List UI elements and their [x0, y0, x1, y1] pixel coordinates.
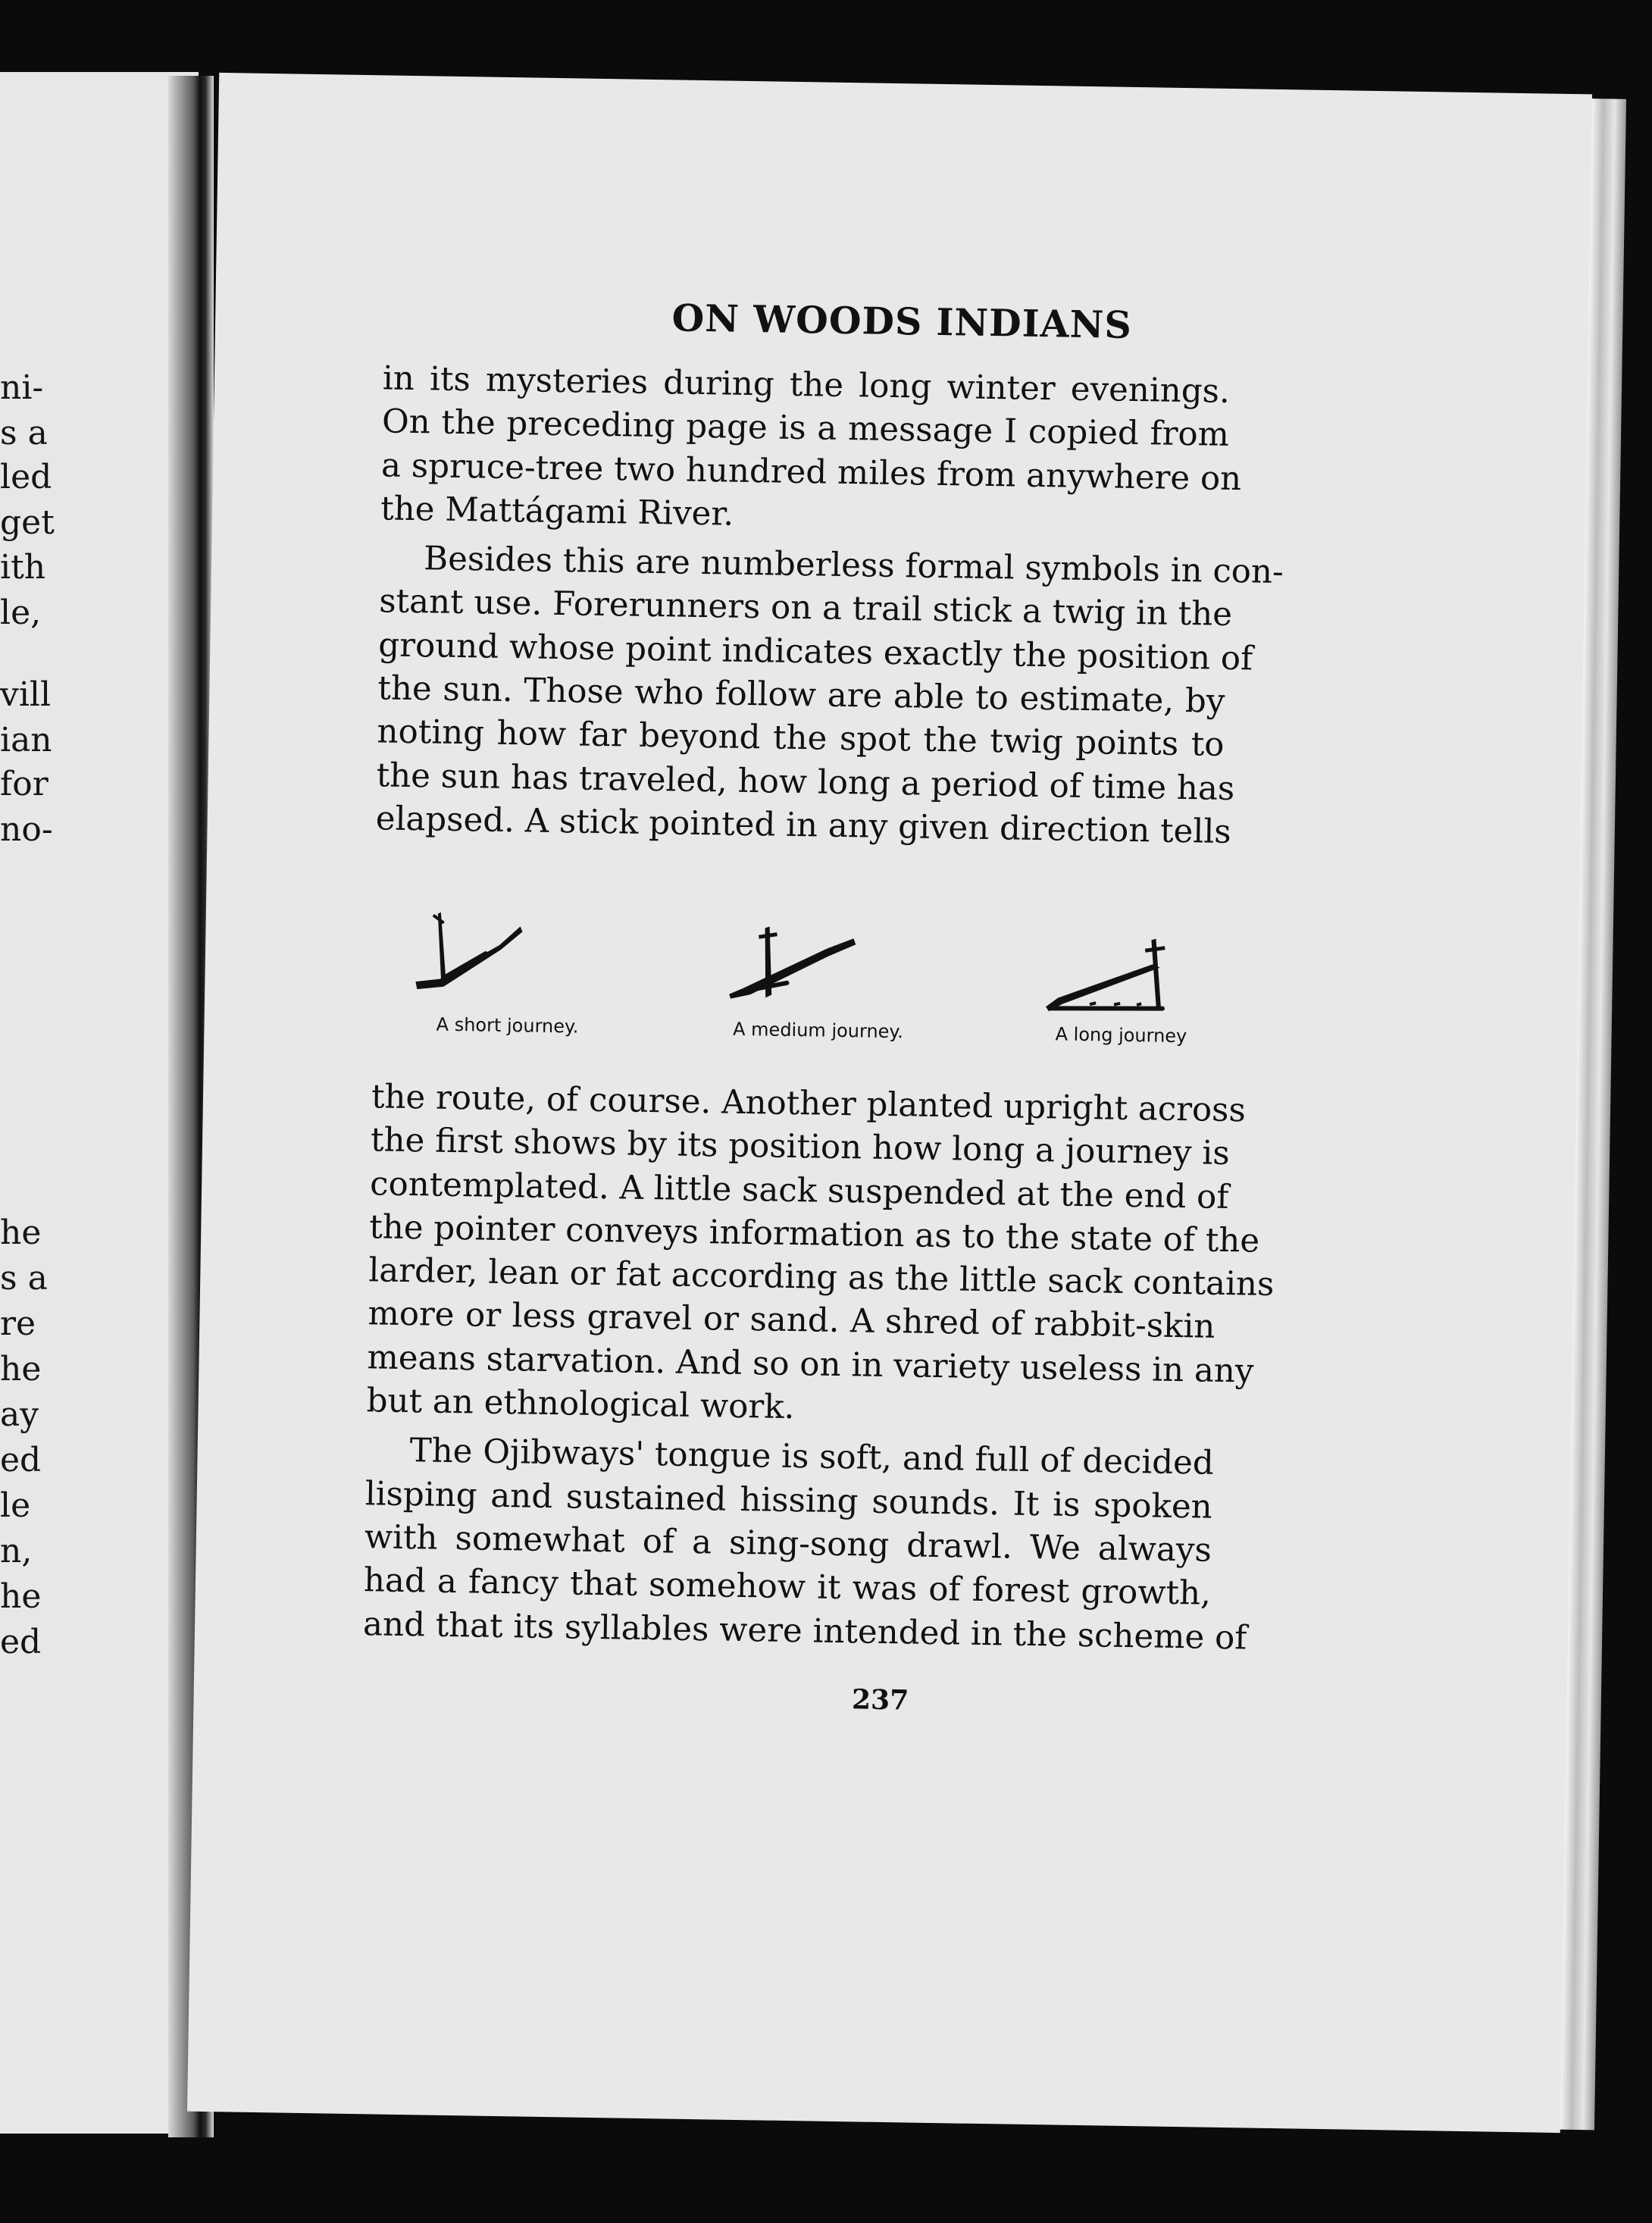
figure-caption: A short journey. — [436, 1013, 579, 1038]
text-line: lisping and sustained hissing sounds. It is spoken — [365, 1474, 1213, 1526]
line-fragment: le — [0, 1486, 31, 1525]
figure-long-journey — [1000, 892, 1245, 1078]
line-fragment: le, — [0, 593, 42, 632]
text-line: contemplated. A little sack suspended at the end of — [369, 1164, 1229, 1216]
paragraph — [380, 357, 1242, 544]
line-fragment: he — [0, 1577, 42, 1616]
text-line: Besides this are numberless formal symbols in con- — [423, 540, 1284, 592]
text-block — [375, 357, 1284, 854]
text-block — [362, 1075, 1275, 1659]
text-line: elapsed. A stick pointed in any given direction tells — [375, 800, 1231, 851]
line-fragment: ni- — [0, 368, 44, 407]
line-fragment: no- — [0, 810, 53, 849]
text-line: noting how far beyond the spot the twig points to — [377, 712, 1225, 765]
trail-sign-figures — [204, 880, 1580, 1083]
text-line: the sun has traveled, how long a period of time has — [376, 756, 1235, 808]
text-line: but an ethnological work. — [366, 1382, 795, 1427]
twig-medium-journey-icon — [697, 888, 942, 1020]
page — [187, 73, 1592, 2133]
figure-medium-journey — [696, 888, 942, 1073]
line-fragment: ay — [0, 1395, 39, 1434]
text-line: On the preceding page is a message I copied from — [381, 402, 1230, 455]
text-line: ground whose point indicates exactly the position of — [378, 626, 1253, 678]
text-line: had a fancy that somehow it was of forest growth, — [363, 1561, 1212, 1614]
text-line: The Ojibways' tongue is soft, and full of decided — [409, 1432, 1215, 1483]
text-line: the route, of course. Another planted upright across — [371, 1078, 1247, 1130]
line-fragment: get — [0, 503, 55, 542]
text-line: stant use. Forerunners on a trail stick a twig in the — [378, 582, 1233, 634]
text-line: larder, lean or fat according as the little sack contains — [368, 1251, 1275, 1304]
line-fragment: ed — [0, 1441, 42, 1479]
figure-caption: A medium journey. — [732, 1018, 904, 1043]
line-fragment: led — [0, 458, 52, 496]
line-fragment: he — [0, 1213, 42, 1252]
paragraph — [362, 1429, 1247, 1660]
text-line: the sun. Those who follow are able to estimate, by — [377, 669, 1225, 721]
line-fragment: s a — [0, 414, 48, 452]
paragraph — [375, 537, 1284, 855]
text-line: more or less gravel or sand. A shred of rabbit-skin — [368, 1295, 1216, 1347]
line-fragment: vill — [0, 675, 52, 714]
figure-short-journey — [386, 883, 631, 1069]
twig-long-journey-icon — [1000, 892, 1245, 1025]
line-fragment: for — [0, 765, 48, 803]
text-line: means starvation. And so on in variety useless in any — [367, 1338, 1254, 1391]
text-line: a spruce-tree two hundred miles from anywhere on — [380, 446, 1242, 498]
line-fragment: s a — [0, 1259, 48, 1298]
text-line: in its mysteries during the long winter evenings. — [382, 359, 1231, 411]
line-fragment: he — [0, 1350, 42, 1389]
line-fragment: ian — [0, 721, 52, 759]
running-head: ON WOODS INDIANS — [671, 296, 1133, 347]
text-line: and that its syllables were intended in the scheme of — [362, 1605, 1247, 1658]
page-number: 237 — [851, 1683, 909, 1717]
line-fragment: n, — [0, 1532, 33, 1570]
line-fragment: re — [0, 1304, 36, 1343]
paragraph — [366, 1075, 1275, 1436]
twig-short-journey-icon — [386, 883, 631, 1016]
text-line: with somewhat of a sing-song drawl. We always — [364, 1518, 1212, 1570]
text-line: the Mattágami River. — [380, 490, 734, 534]
line-fragment: ith — [0, 548, 46, 587]
text-line: the pointer conveys information as to the state of the — [368, 1208, 1260, 1260]
figure-caption: A long journey — [1055, 1023, 1187, 1047]
text-line: the first shows by its position how long a journey is — [370, 1121, 1231, 1173]
line-fragment: ed — [0, 1623, 42, 1661]
